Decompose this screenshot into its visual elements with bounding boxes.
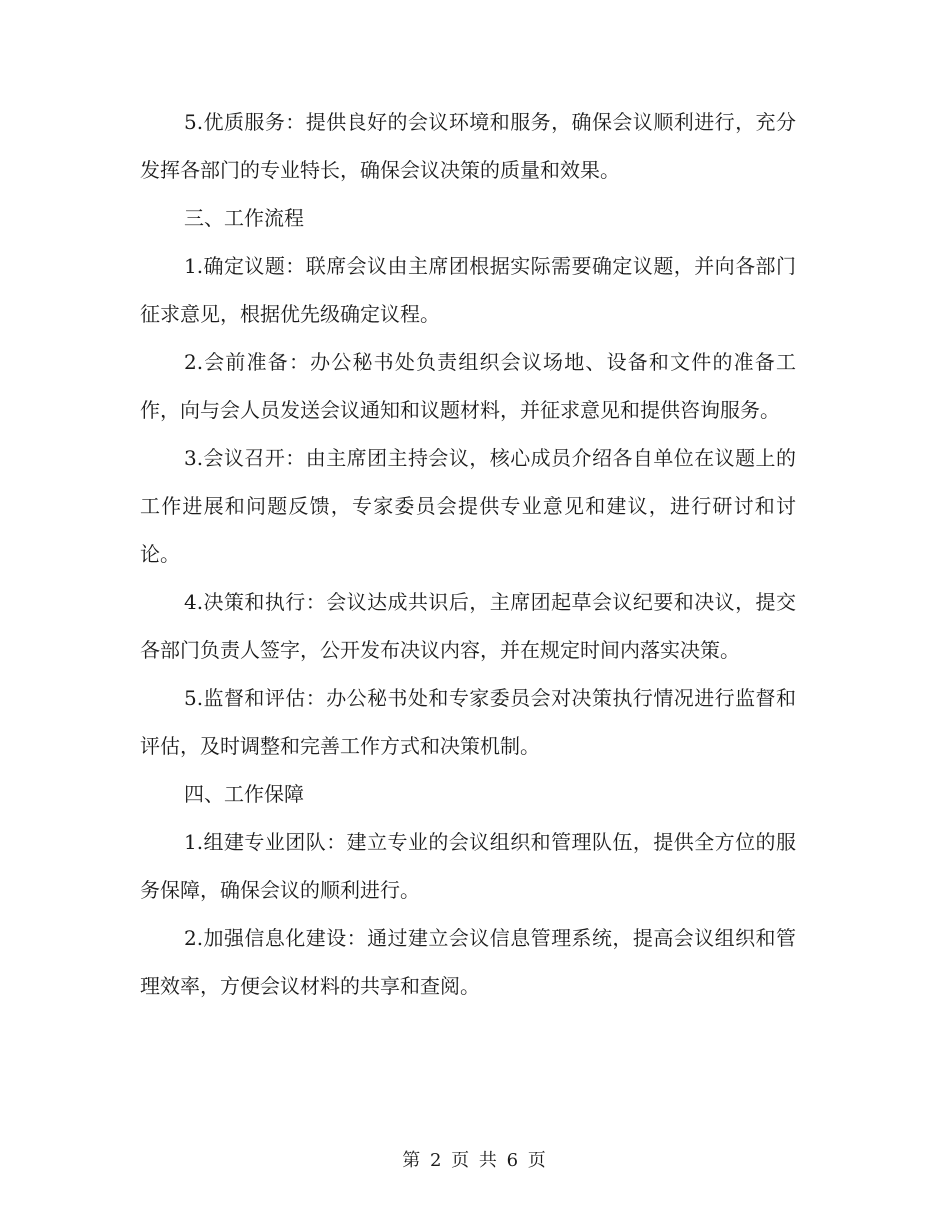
paragraph-pre-meeting-prep: 2.会前准备：办公秘书处负责组织会议场地、设备和文件的准备工作，向与会人员发送会议通知和议题材料，并征求意见和提供咨询服务。	[140, 350, 796, 422]
paragraph-supervision-evaluation: 5.监督和评估：办公秘书处和专家委员会对决策执行情况进行监督和评估，及时调整和完善工作方式和决策机制。	[140, 686, 796, 758]
paragraph-quality-service: 5.优质服务：提供良好的会议环境和服务，确保会议顺利进行，充分发挥各部门的专业特长，确保会议决策的质量和效果。	[140, 110, 796, 182]
document-body	[140, 98, 796, 1010]
paragraph-decision-execution: 4.决策和执行：会议达成共识后，主席团起草会议纪要和决议，提交各部门负责人签字，公开发布决议内容，并在规定时间内落实决策。	[140, 590, 796, 662]
section-heading-work-guarantee: 四、工作保障	[184, 782, 304, 806]
paragraph-meeting-convening: 3.会议召开：由主席团主持会议，核心成员介绍各自单位在议题上的工作进展和问题反馈，专家委员会提供专业意见和建议，进行研讨和讨论。	[140, 446, 796, 566]
paragraph-determine-topics: 1.确定议题：联席会议由主席团根据实际需要确定议题，并向各部门征求意见，根据优先级确定议程。	[140, 254, 796, 326]
page-number-footer: 第 2 页 共 6 页	[402, 1150, 548, 1171]
paragraph-informatization: 2.加强信息化建设：通过建立会议信息管理系统，提高会议组织和管理效率，方便会议材料的共享和查阅。	[140, 926, 796, 998]
paragraph-professional-team: 1.组建专业团队：建立专业的会议组织和管理队伍，提供全方位的服务保障，确保会议的顺利进行。	[140, 830, 796, 902]
section-heading-workflow: 三、工作流程	[184, 206, 304, 230]
